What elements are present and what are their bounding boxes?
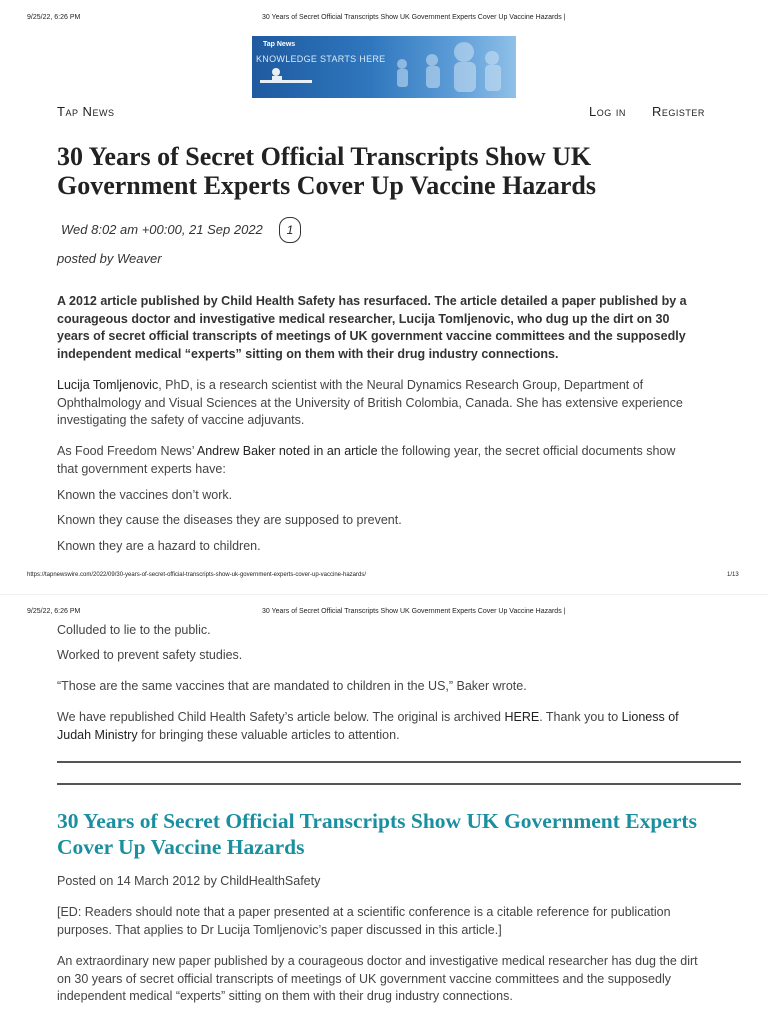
- editor-note: [57, 904, 768, 939]
- ffn-paragraph: [57, 443, 768, 478]
- baker-quote: “Those are the same vaccines that are mandated to children in the US,” Baker wrote.: [57, 679, 527, 693]
- bio-text: Ophthalmology and Visual Sciences at the University of British Colombia, Canada. She has extensive experience: [57, 395, 683, 410]
- register-link[interactable]: Register: [652, 104, 705, 119]
- list-item: Known they cause the diseases they are supposed to prevent.: [57, 513, 402, 527]
- lioness-link-part1[interactable]: Lioness of: [621, 710, 679, 724]
- banner-tagline: KNOWLEDGE STARTS HERE: [256, 54, 386, 64]
- article-date: Wed 8:02 am +00:00, 21 Sep 2022: [61, 222, 263, 237]
- republished-title-line1: 30 Years of Secret Official Transcripts Show UK Government Experts: [57, 809, 697, 833]
- print-title: 30 Years of Secret Official Transcripts Show UK Government Experts Cover Up Vaccine Hazards |: [262, 14, 566, 21]
- republish-paragraph: [57, 709, 768, 744]
- republished-body: [57, 953, 768, 1006]
- republished-title[interactable]: [57, 809, 768, 860]
- posted-by: posted by Weaver: [57, 251, 162, 266]
- bio-paragraph: [57, 377, 768, 430]
- bio-text: investigating the safety of vaccine adjuvants.: [57, 413, 305, 427]
- intro-line: years of secret official transcripts of meetings of UK government vaccine committees and the supposedly: [57, 329, 686, 343]
- list-item: Worked to prevent safety studies.: [57, 648, 243, 662]
- site-banner[interactable]: [252, 36, 516, 98]
- bio-author-link[interactable]: Lucija Tomljenovic: [57, 378, 159, 392]
- login-link[interactable]: Log in: [589, 104, 626, 119]
- bio-text: , PhD, is a research scientist with the Neural Dynamics Research Group, Department of: [158, 378, 644, 392]
- body-line: independent medical “experts” sitting on them with their drug industry connections.: [57, 989, 513, 1003]
- ffn-text: that government experts have:: [57, 461, 226, 476]
- page-separator: [0, 594, 768, 595]
- intro-line: A 2012 article published by Child Health Safety has resurfaced. The article detailed a paper published by a: [57, 294, 687, 308]
- print-title: 30 Years of Secret Official Transcripts Show UK Government Experts Cover Up Vaccine Hazards |: [262, 608, 566, 615]
- print-datetime: 9/25/22, 6:26 PM: [27, 14, 81, 21]
- intro-line: independent medical “experts” sitting on them with their drug industry connections.: [57, 346, 559, 361]
- archive-here-link[interactable]: HERE: [504, 710, 540, 724]
- editor-note-line: [ED: Readers should note that a paper presented at a scientific conference is a citable reference for publication: [57, 905, 671, 919]
- banner-brand: Tap News: [263, 41, 296, 48]
- baker-article-link[interactable]: Andrew Baker noted in an article: [196, 444, 378, 458]
- republish-text: We have republished Child Health Safety’s article below. The original is archived: [57, 710, 505, 724]
- editor-note-line: purposes. That applies to Dr Lucija Tomljenovic’s paper discussed in this article.]: [57, 922, 502, 937]
- intro-line: courageous doctor and investigative medical researcher, Lucija Tomljenovic, who dug up the dirt on 30: [57, 311, 670, 326]
- article-title-line2: Government Experts Cover Up Vaccine Hazards: [57, 171, 596, 200]
- republished-posted: Posted on 14 March 2012 by ChildHealthSafety: [57, 874, 321, 888]
- republish-text: . Thank you to: [539, 710, 622, 724]
- print-datetime: 9/25/22, 6:26 PM: [27, 608, 81, 615]
- divider: [57, 783, 741, 785]
- page-number: 1/13: [727, 572, 739, 578]
- site-name-link[interactable]: Tap News: [57, 104, 115, 119]
- lioness-link-part2[interactable]: Judah Ministry: [57, 727, 138, 742]
- list-item: Known they are a hazard to children.: [57, 539, 261, 553]
- ffn-text: the following year, the secret official documents show: [377, 444, 676, 458]
- list-item: Colluded to lie to the public.: [57, 623, 211, 637]
- article-title: [57, 142, 757, 200]
- ffn-text: As Food Freedom News’: [57, 444, 197, 458]
- republish-text: for bringing these valuable articles to attention.: [137, 727, 400, 742]
- list-item: Known the vaccines don’t work.: [57, 488, 233, 502]
- article-title-line1: 30 Years of Secret Official Transcripts Show UK: [57, 142, 592, 171]
- intro-paragraph: [57, 293, 768, 363]
- body-line: on 30 years of secret official transcripts of meetings of UK government vaccine committees and the supposedly: [57, 971, 671, 986]
- body-line: An extraordinary new paper published by a courageous doctor and investigative medical researcher has dug the dirt: [57, 954, 698, 968]
- republished-title-line2: Cover Up Vaccine Hazards: [57, 834, 305, 859]
- comment-count-badge[interactable]: 1: [279, 217, 301, 243]
- page-url: https://tapnewswire.com/2022/09/30-years-of-secret-official-transcripts-show-uk-government-experts-cover-up-vaccine-hazards/: [27, 572, 367, 578]
- divider: [57, 761, 741, 763]
